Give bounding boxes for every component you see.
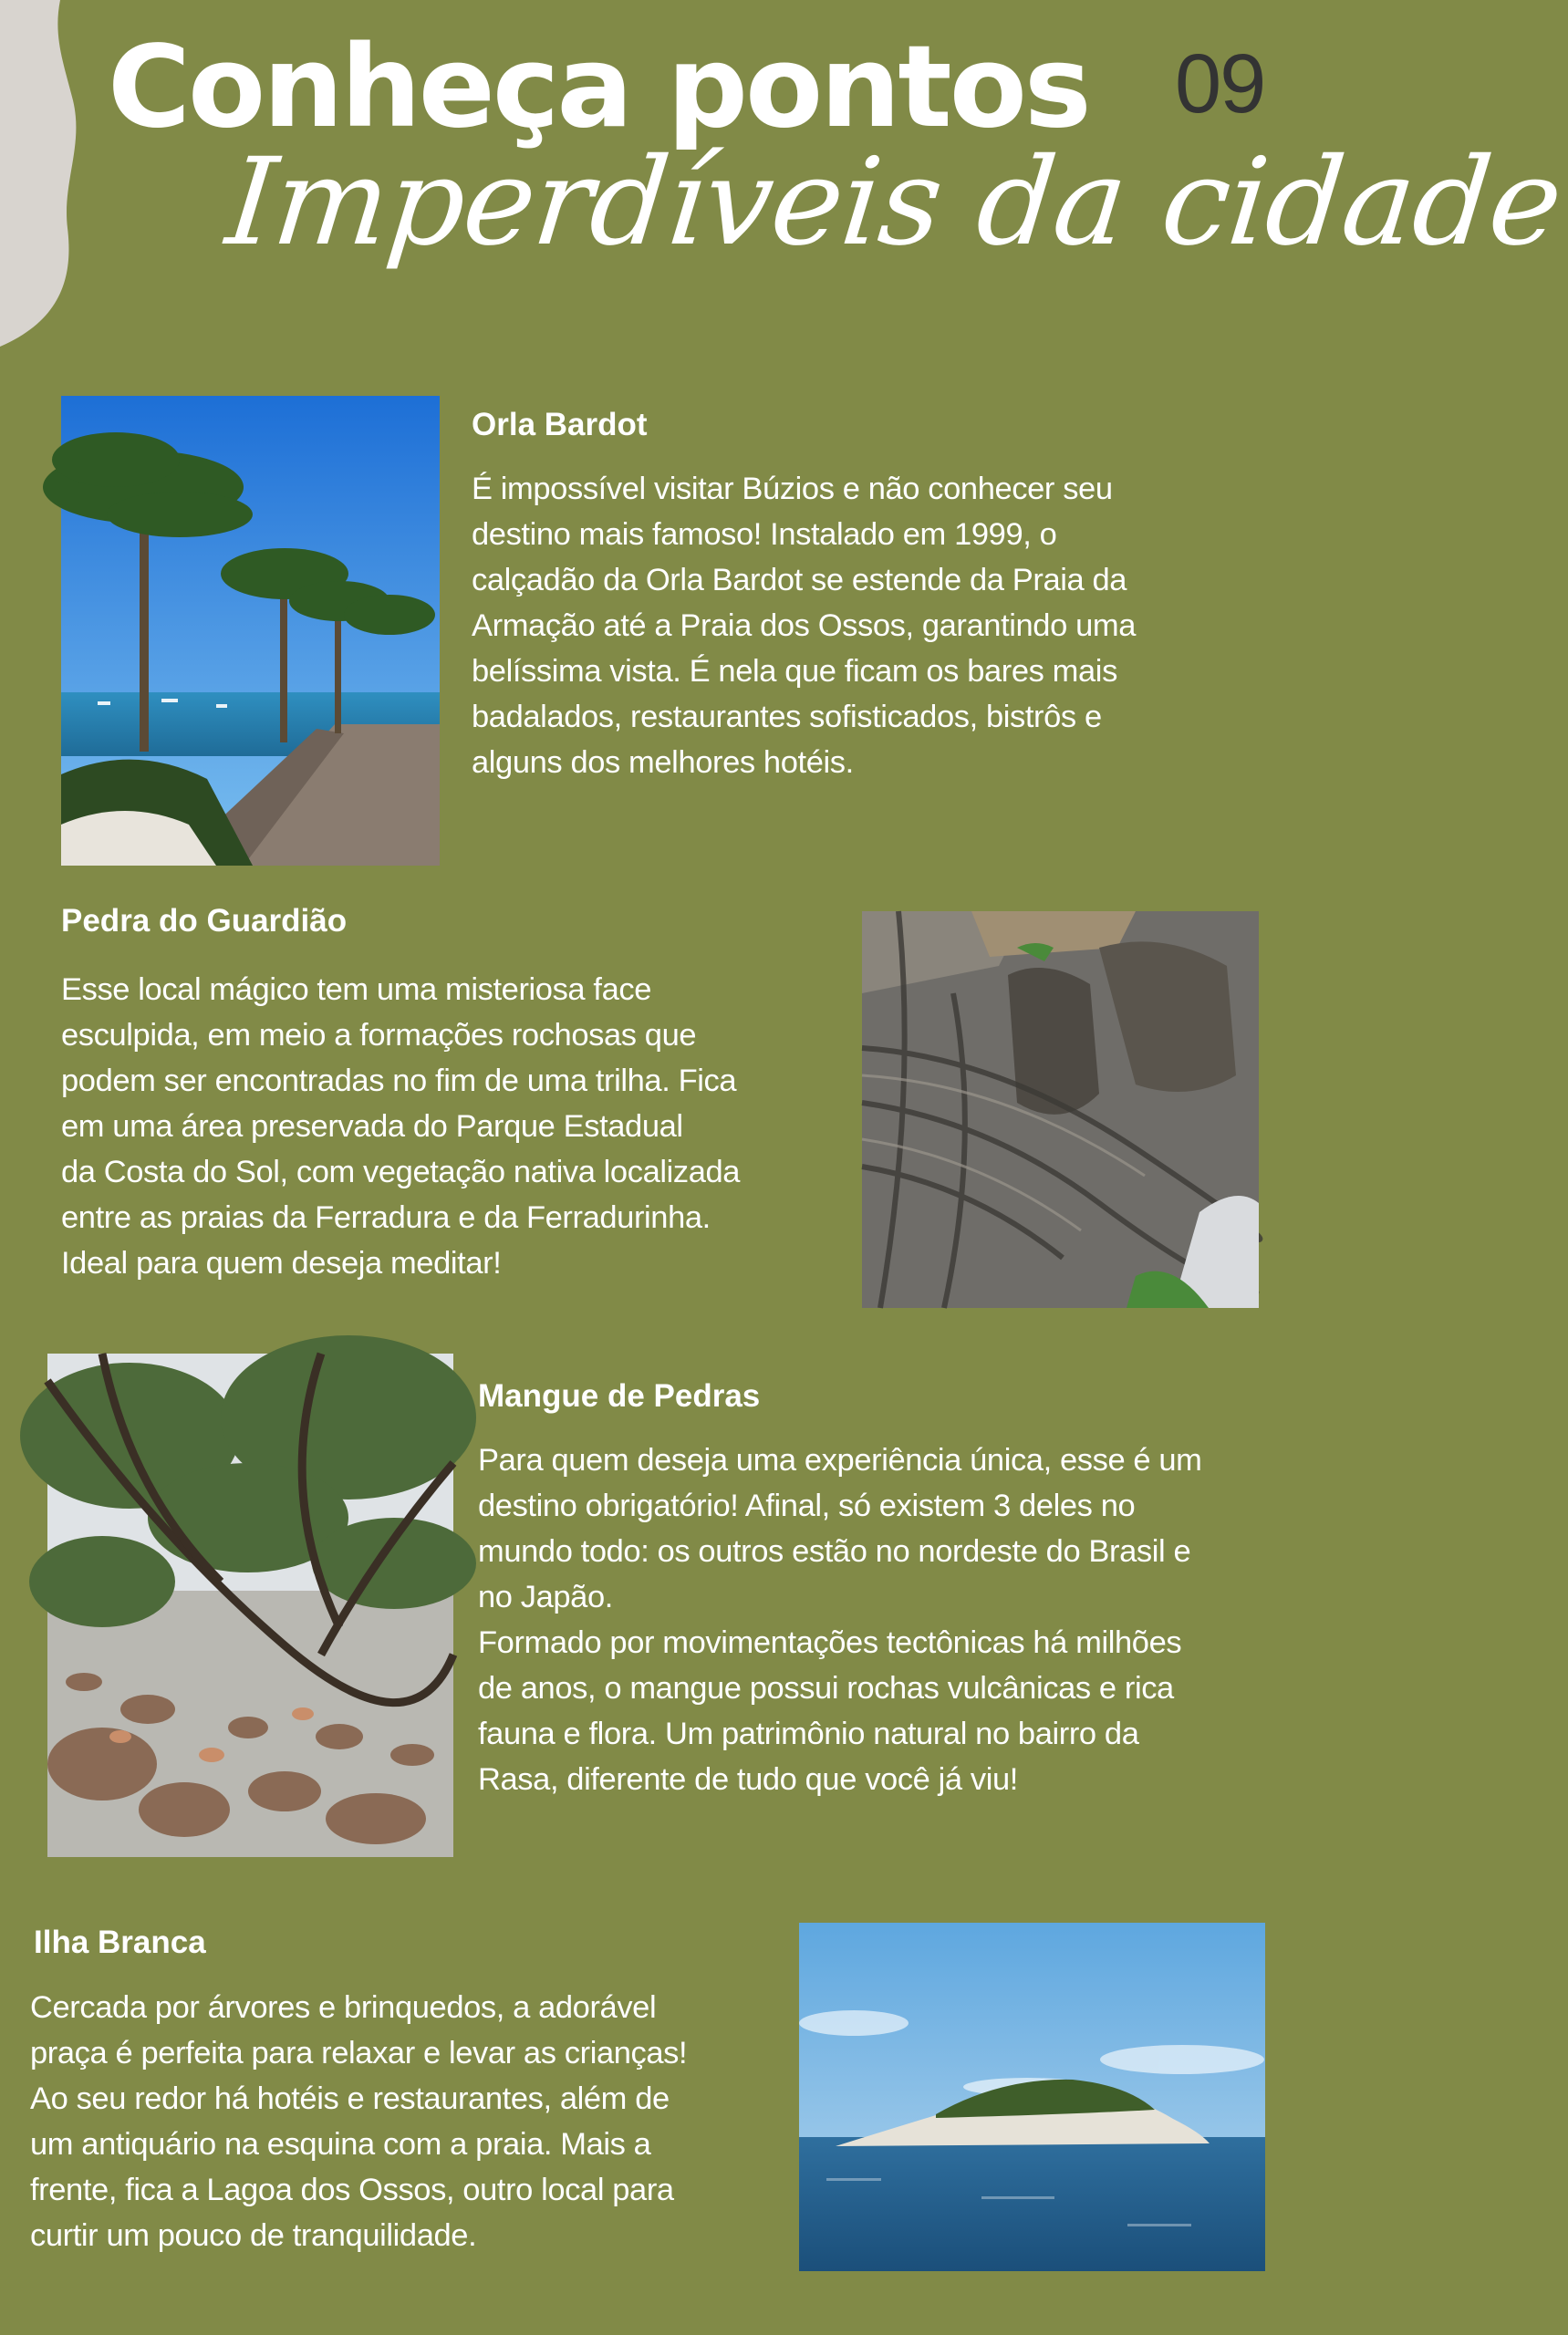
island-photo	[799, 1923, 1265, 2271]
section-text-mangue-de-pedras: Para quem deseja uma experiência única, esse é um destino obrigatório! Afinal, só existem 3 deles no mundo todo: os outros estão no nordeste do Brasil e no Japão. Formado por movimentações tectônicas há milhões de anos, o mangue possui rochas vulcânicas e rica fauna e flora. Um patrimônio natural no bairro da Rasa, diferente de tudo que você já viu!	[478, 1443, 1202, 1797]
mangrove-photo	[47, 1354, 453, 1857]
page-number: 09	[1175, 37, 1265, 130]
page-title: Conheça pontos	[108, 22, 1089, 153]
section-text-orla-bardot: É impossível visitar Búzios e não conhecer seu destino mais famoso! Instalado em 1999, o calçadão da Orla Bardot se estende da Praia da Armação até a Praia dos Ossos, garantindo uma belíssima vista. É nela que ficam os bares mais badalados, restaurantes sofisticados, bistrôs e alguns dos melhores hotéis.	[472, 472, 1136, 780]
page-subtitle: Imperdíveis da cidade	[220, 132, 1568, 273]
section-title-mangue-de-pedras: Mangue de Pedras	[478, 1378, 761, 1414]
section-text-pedra-do-guardiao: Esse local mágico tem uma misteriosa face esculpida, em meio a formações rochosas que podem ser encontradas no fim de uma trilha. Fica em uma área preservada do Parque Estadual da Costa do Sol, com vegetação nativa localizada entre as praias da Ferradura e da Ferradurinha. Ideal para quem deseja meditar!	[61, 972, 741, 1281]
rock-face-photo	[862, 911, 1259, 1308]
section-title-pedra-do-guardiao: Pedra do Guardião	[61, 903, 348, 939]
section-title-orla-bardot: Orla Bardot	[472, 407, 648, 442]
decorative-blob	[0, 0, 100, 356]
section-text-ilha-branca: Cercada por árvores e brinquedos, a adorável praça é perfeita para relaxar e levar as crianças! Ao seu redor há hotéis e restaurantes, além de um antiquário na esquina com a praia. Mais a frente, fica a Lagoa dos Ossos, outro local para curtir um pouco de tranquilidade.	[30, 1990, 688, 2253]
palm-promenade-photo	[61, 396, 440, 866]
section-title-ilha-branca: Ilha Branca	[34, 1925, 206, 1960]
